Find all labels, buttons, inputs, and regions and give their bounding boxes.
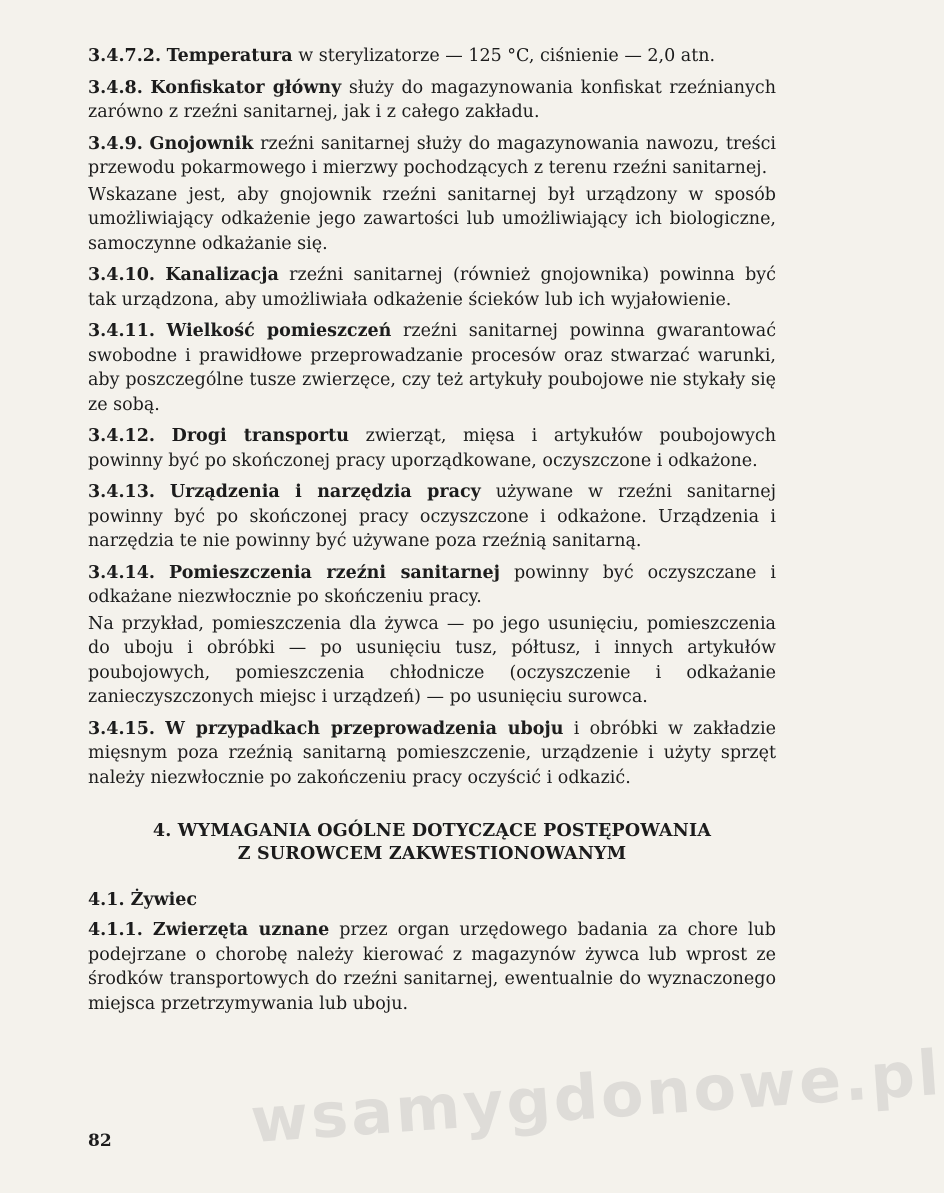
- section-text: w sterylizatorze — 125 °C, ciśnienie — 2,0 atn.: [292, 46, 716, 66]
- paragraph-3-4-8: [88, 76, 776, 125]
- section-number: 3.4.14.: [88, 562, 155, 583]
- paragraph-3-4-9-continuation: Wskazane jest, aby gnojownik rzeźni sanitarnej był urządzony w sposób umożliwiający odkażenie jego zawartości lub umożliwiający ich biologiczne, samoczynne odkażanie się.: [88, 184, 776, 254]
- section-text: rzeźni sanitarnej służy do magazynowania nawozu, treści przewodu pokarmowego i mierzwy pochodzących z terenu rzeźni sanitarnej.: [88, 133, 776, 178]
- section-term: Wielkość pomieszczeń: [166, 321, 392, 341]
- section-number: 3.4.12.: [88, 426, 155, 446]
- subsection-heading: 4.1. Żywiec: [88, 890, 198, 910]
- section-text: zwierząt, mięsa i artykułów poubojowych powinny być po skończonej pracy uporządkowane, oczyszczone i odkażone.: [88, 426, 776, 471]
- paragraph-3-4-14-continuation: Na przykład, pomieszczenia dla żywca — po jego usunięciu, pomieszczenia do uboju i obróbki — po usunięciu tusz, półtusz, i innych artykułów poubojowych, pomieszczenia chłodnicze (oczyszczenie i odkażanie zanieczyszczonych miejsc i urządzeń) — po usunięciu surowca.: [88, 613, 776, 707]
- paragraph-3-4-7-2: [88, 44, 776, 69]
- paragraph-3-4-15: [88, 717, 776, 791]
- watermark: wsamygdonowe.pl: [248, 1035, 944, 1158]
- section-term: Drogi transportu: [171, 426, 349, 446]
- section-text: i obróbki w zakładzie mięsnym poza rzeźnią sanitarną pomieszczenie, urządzenie i użyty sprzęt należy niezwłocznie po zakończeniu pracy oczyścić i odkazić.: [88, 718, 776, 788]
- section-term: Konfiskator główny: [150, 77, 342, 98]
- section-term: Temperatura: [166, 46, 293, 66]
- section-term: W przypadkach przeprowadzenia uboju: [165, 718, 564, 739]
- chapter-heading-line-2: Z SUROWCEM ZAKWESTIONOWANYM: [237, 844, 627, 864]
- section-term: Urządzenia i narzędzia pracy: [169, 482, 481, 502]
- chapter-heading-line-1: 4. WYMAGANIA OGÓLNE DOTYCZĄCE POSTĘPOWANIA: [152, 821, 712, 841]
- paragraph-3-4-14: [88, 561, 776, 610]
- chapter-heading: [88, 820, 776, 866]
- paragraph-3-4-13: [88, 480, 776, 554]
- page-number: 82: [88, 1131, 112, 1151]
- section-number: 3.4.10.: [88, 265, 155, 285]
- section-text: używane w rzeźni sanitarnej powinny być po skończonej pracy oczyszczone i odkażone. Urządzenia i narzędzia te nie powinny być używane poza rzeźnią sanitarną.: [88, 482, 776, 551]
- paragraph-3-4-12: [88, 424, 776, 473]
- section-text: rzeźni sanitarnej (również gnojownika) powinna być tak urządzona, aby umożliwiała odkażenie ścieków lub ich wyjałowienie.: [88, 265, 776, 310]
- section-term: Kanalizacja: [165, 265, 279, 285]
- paragraph-4-1-1: [88, 918, 776, 1016]
- paragraph-3-4-10: [88, 263, 776, 312]
- section-number: 3.4.13.: [88, 482, 155, 502]
- section-number: 3.4.11.: [88, 321, 155, 341]
- paragraph-3-4-9: [88, 132, 776, 181]
- section-text: przez organ urzędowego badania za chore lub podejrzane o chorobę należy kierować z magazynów żywca lub wprost ze środków transportowych do rzeźni sanitarnej, ewentualnie do wyznaczonego miejsca przetrzymywania lub uboju.: [88, 920, 776, 1014]
- section-number: 3.4.15.: [88, 718, 155, 739]
- section-text: rzeźni sanitarnej powinna gwarantować swobodne i prawidłowe przeprowadzanie procesów oraz stwarzać warunki, aby poszczególne tusze zwierzęce, czy też artykuły poubojowe nie stykały się ze sobą.: [88, 321, 776, 415]
- section-number: 3.4.8.: [88, 77, 143, 98]
- section-text: służy do magazynowania konfiskat rzeźnianych zarówno z rzeźni sanitarnej, jak i z całego zakładu.: [88, 77, 776, 122]
- section-term: Gnojownik: [149, 133, 254, 154]
- section-number: 3.4.7.2.: [88, 46, 162, 66]
- section-term: Zwierzęta uznane: [152, 920, 330, 940]
- section-text: powinny być oczyszczane i odkażane niezwłocznie po skończeniu pracy.: [88, 562, 776, 607]
- section-term: Pomieszczenia rzeźni sanitarnej: [169, 562, 500, 583]
- section-number: 4.1.1.: [88, 920, 143, 940]
- section-number: 3.4.9.: [88, 133, 143, 154]
- paragraph-3-4-11: [88, 319, 776, 417]
